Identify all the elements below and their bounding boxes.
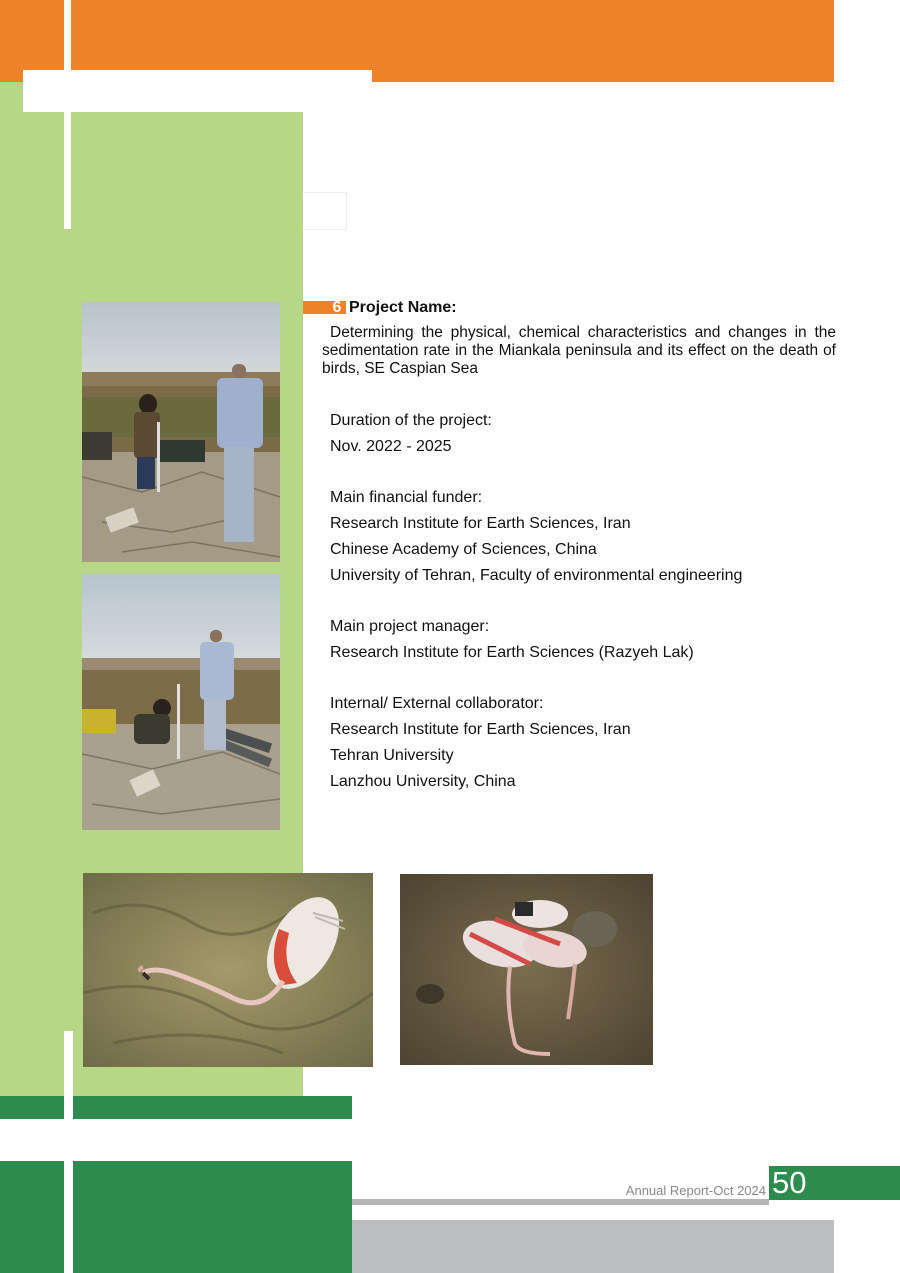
decorative-white-strip: [64, 1096, 73, 1119]
manager-label: Main project manager:: [330, 618, 490, 635]
decorative-outline-box: [303, 192, 347, 230]
project-description: Determining the physical, chemical characteristics and changes in the sedimentation rate in the Miankala peninsula and its effect on the death of birds, SE Caspian Sea: [322, 324, 836, 377]
funder-item: University of Tehran, Faculty of environmental engineering: [330, 567, 743, 584]
footer-green-band: [0, 1096, 352, 1119]
collaborator-item: Research Institute for Earth Sciences, Iran: [330, 721, 631, 738]
collaborator-item: Tehran University: [330, 747, 454, 764]
footer-report-label: Annual Report-Oct 2024: [625, 1183, 766, 1198]
footer-gray-block: [352, 1220, 834, 1273]
funder-label: Main financial funder:: [330, 489, 483, 506]
dead-flamingo-photo-2: [400, 874, 653, 1065]
page-number: 50: [772, 1165, 807, 1200]
footer-green-block: [0, 1161, 352, 1273]
manager-value: Research Institute for Earth Sciences (Razyeh Lak): [330, 644, 694, 661]
funder-item: Chinese Academy of Sciences, China: [330, 541, 597, 558]
decorative-white-strip: [64, 0, 71, 229]
project-name-heading: Project Name:: [349, 299, 457, 316]
header-white-bar: [23, 70, 372, 112]
collaborator-label: Internal/ External collaborator:: [330, 695, 544, 712]
footer-gray-rule: [352, 1199, 769, 1205]
duration-label: Duration of the project:: [330, 412, 492, 429]
decorative-white-strip: [64, 1161, 73, 1273]
dead-flamingo-photo-1: [83, 873, 373, 1067]
funder-item: Research Institute for Earth Sciences, Iran: [330, 515, 631, 532]
fieldwork-photo-1: [82, 302, 280, 562]
collaborator-item: Lanzhou University, China: [330, 773, 516, 790]
project-number: 6: [332, 299, 342, 316]
duration-value: Nov. 2022 - 2025: [330, 438, 452, 455]
fieldwork-photo-2: [82, 574, 280, 830]
footer-white-bar: [44, 1119, 352, 1161]
